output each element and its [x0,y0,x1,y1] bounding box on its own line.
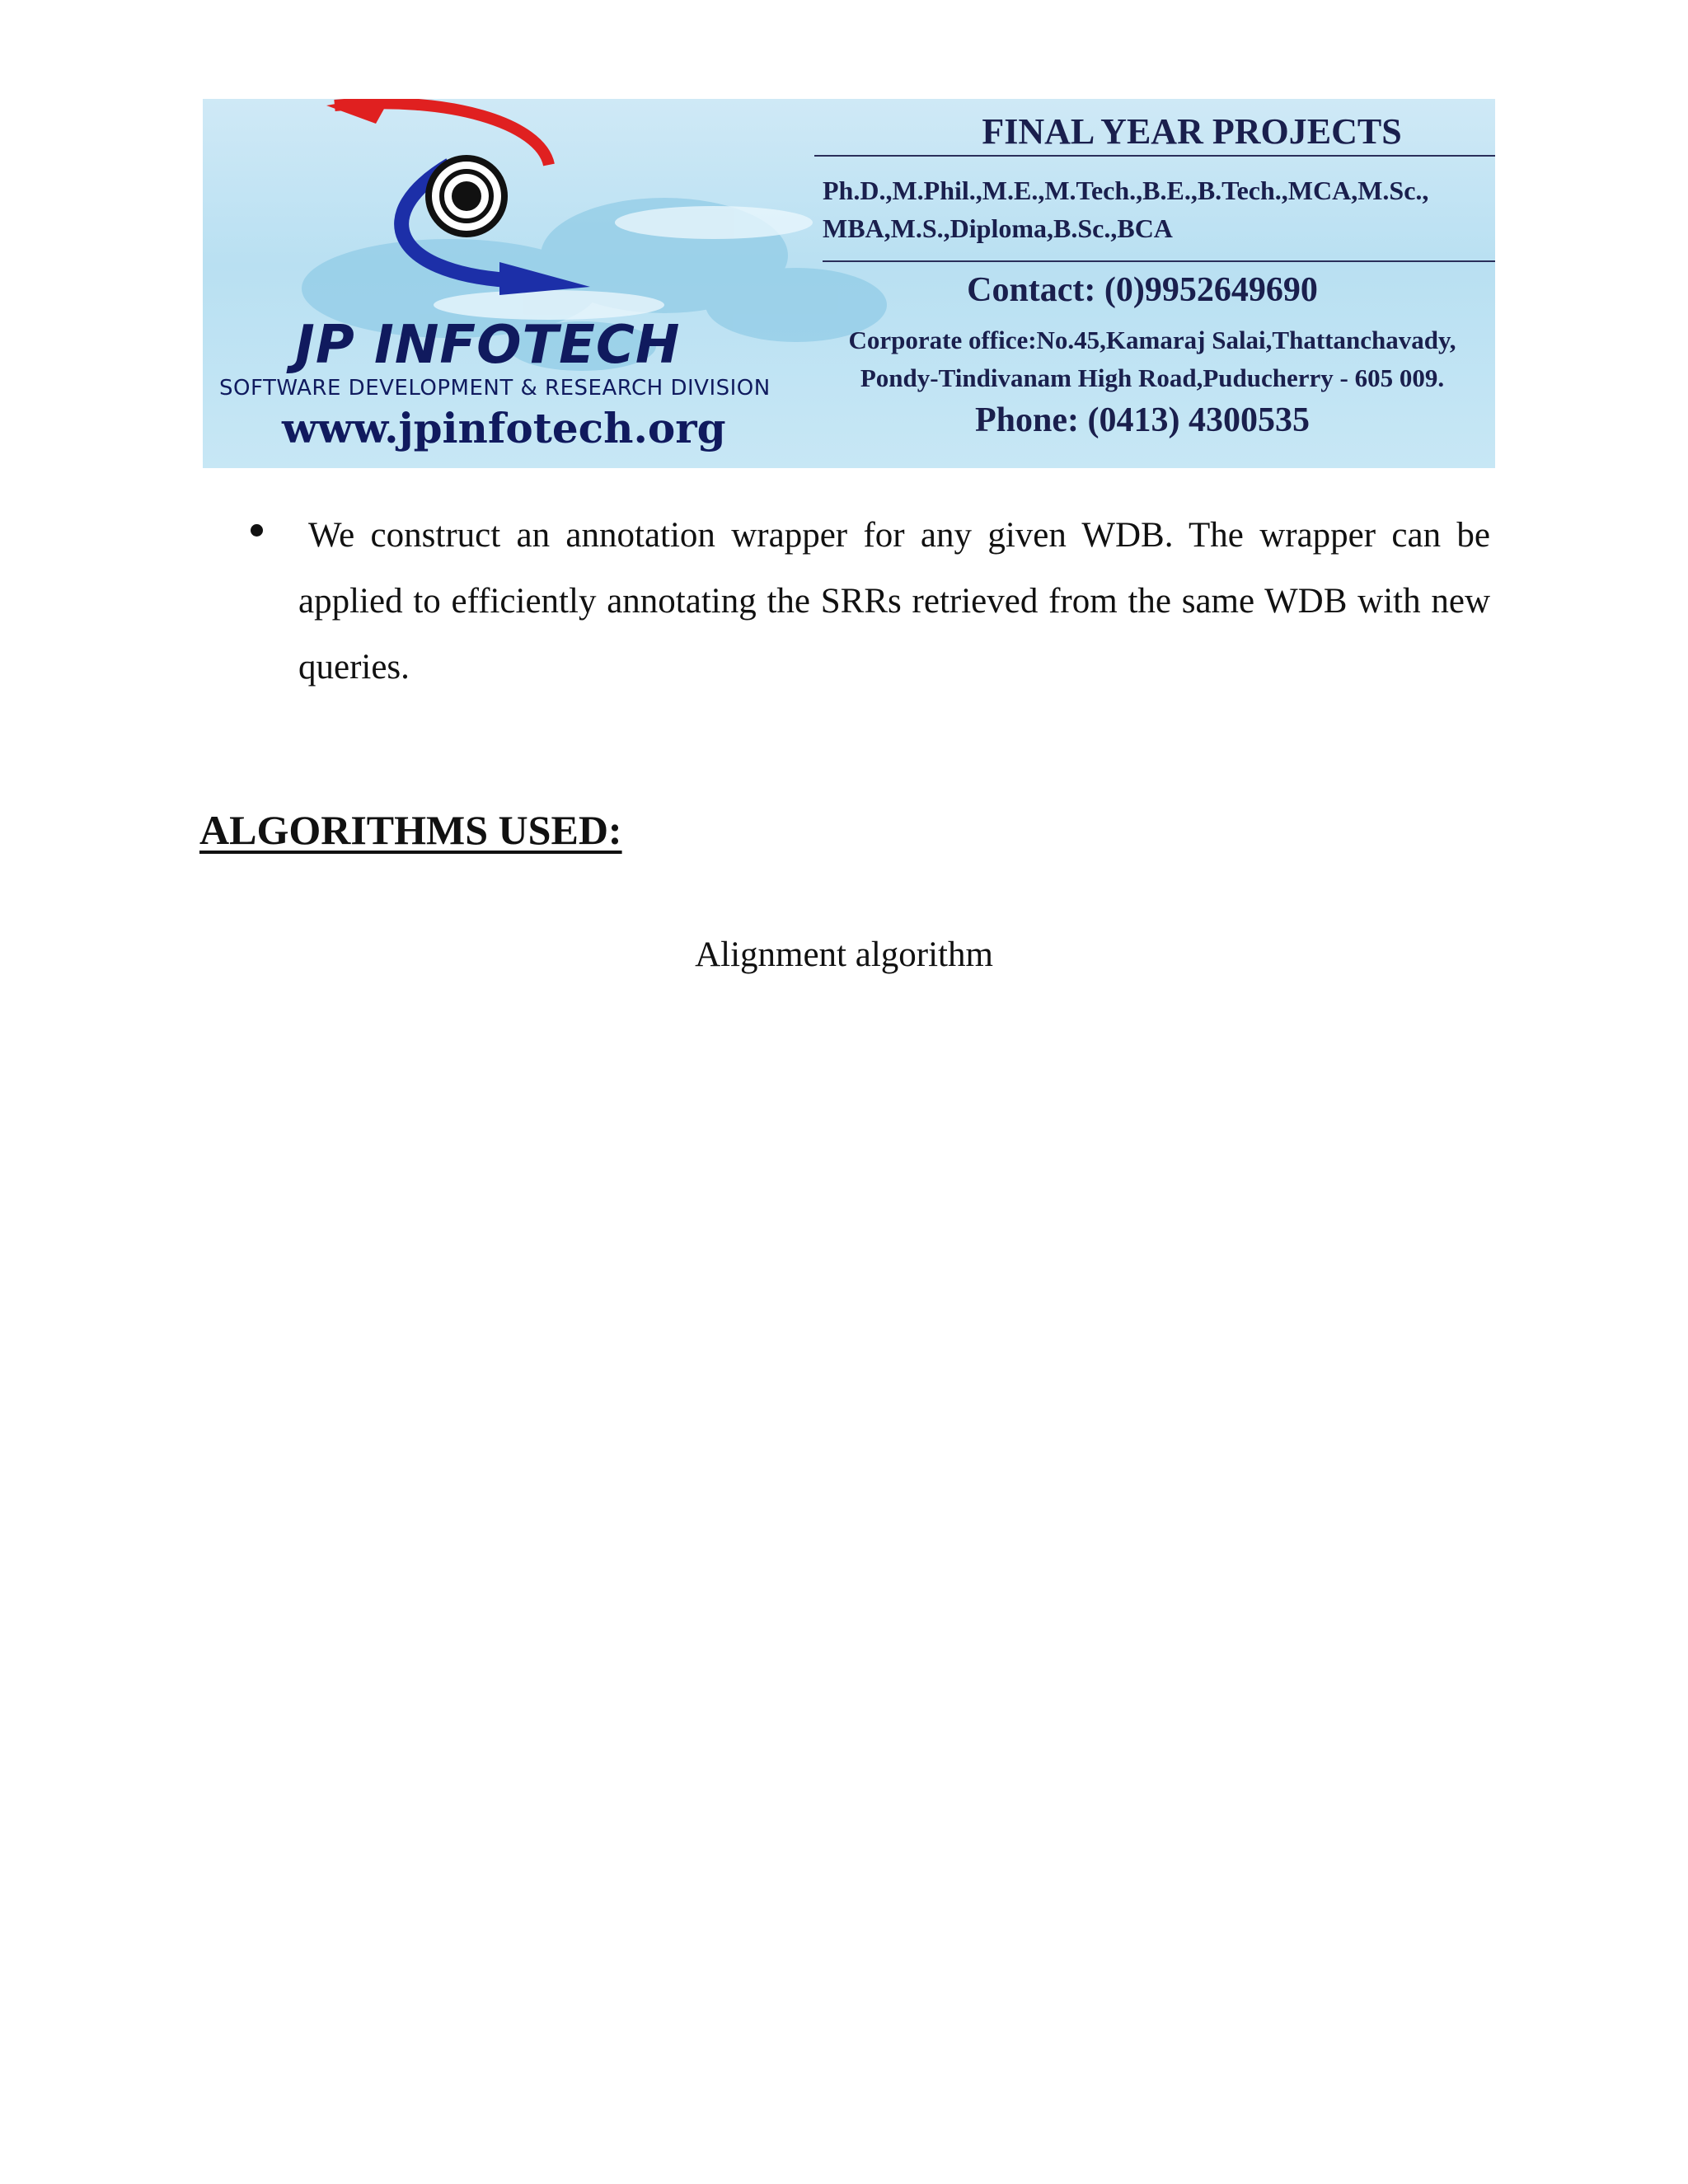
banner-phone: Phone: (0413) 4300535 [975,401,1310,439]
address-line-2: Pondy-Tindivanam High Road,Puducherry - 605 009. [860,363,1445,392]
bullet-icon [251,524,263,537]
address-line-1: Corporate office:No.45,Kamaraj Salai,Thattanchavady, [848,326,1456,354]
banner-divider-bottom [823,260,1495,262]
algorithm-name: Alignment algorithm [695,935,993,974]
degrees-line-1: Ph.D.,M.Phil.,M.E.,M.Tech.,B.E.,B.Tech.,MCA,M.Sc., [823,176,1429,205]
banner-contact: Contact: (0)9952649690 [967,271,1318,309]
section-heading: ALGORITHMS USED: [199,807,622,853]
bullet-text: We construct an annotation wrapper for any given WDB. The wrapper can be applied to efficiently annotating the SRRs retrieved from the same WDB with new queries. [298,516,1490,687]
header-banner [203,99,1495,468]
banner-degrees [823,171,1482,247]
degrees-line-2: MBA,M.S.,Diploma,B.Sc.,BCA [823,213,1173,243]
logo-url: www.jpinfotech.org [282,404,726,452]
banner-divider-top [814,155,1495,157]
logo-name: JP INFOTECH [295,315,681,376]
banner-title: FINAL YEAR PROJECTS [982,111,1402,152]
logo-tagline: SOFTWARE DEVELOPMENT & RESEARCH DIVISION [219,376,771,401]
banner-address [823,321,1482,397]
eye-target-icon [429,158,504,234]
